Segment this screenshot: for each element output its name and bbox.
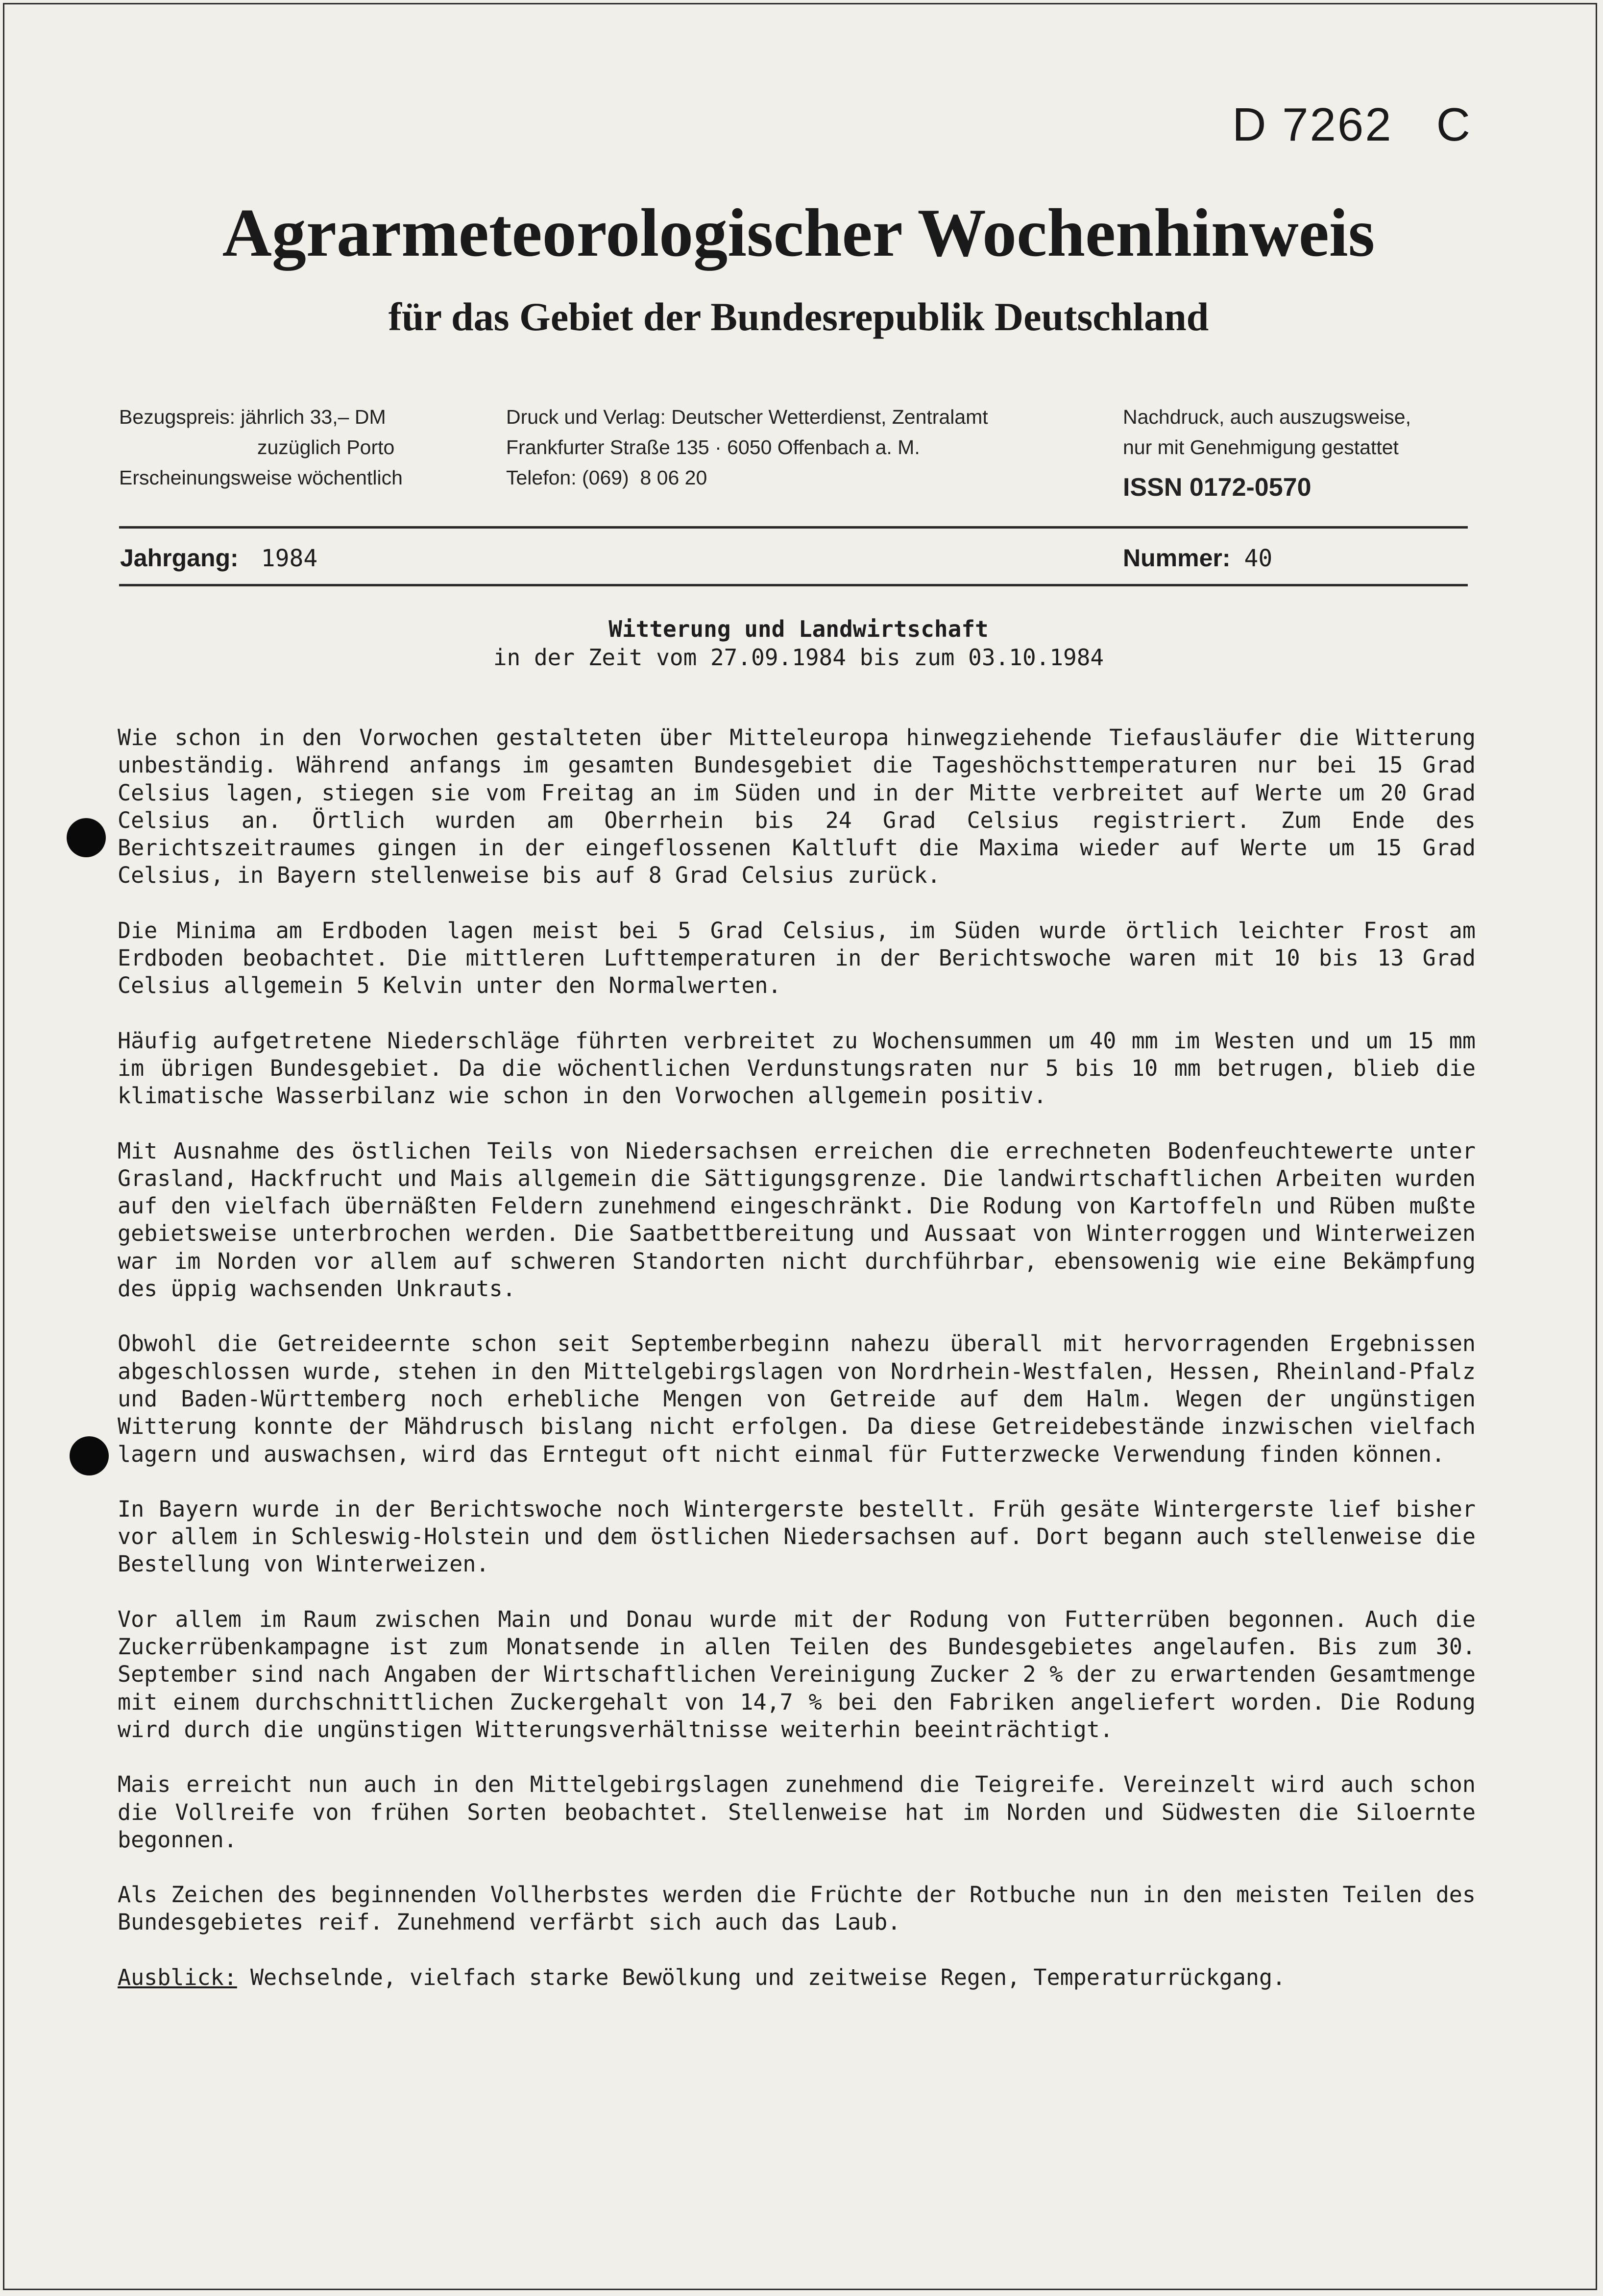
- issn-number: ISSN 0172-0570: [1123, 473, 1312, 502]
- year-label: Jahrgang:: [120, 544, 239, 572]
- paragraph-soil-moisture: Mit Ausnahme des östlichen Teils von Niedersachsen erreichen die errechneten Bodenfeuchtewerte unter Grasland, Hackfrucht und Mais allgemein die Sättigungsgrenze. Die landwirtschaftlichen Arbeiten wurden auf den vielfach übernäßten Feldern zunehmend eingeschränkt. Die Rodung von Kartoffeln und Rüben mußte gebietsweise unterbrochen werden. Die Saatbettbereitung und Aussaat von Winterroggen und Winterweizen war im Norden vor allem auf schweren Standorten nicht durchführbar, ebensowenig wie eine Bekämpfung des üppig wachsenden Unkrauts.: [118, 1137, 1476, 1302]
- issue-number-label: Nummer:: [1123, 544, 1231, 572]
- reprint-notice-1: Nachdruck, auch auszugsweise,: [1123, 406, 1411, 428]
- paragraph-autumn: Als Zeichen des beginnenden Vollherbstes werden die Früchte der Rotbuche nun in den meisten Teilen des Bundesgebietes reif. Zunehmend verfärbt sich auch das Laub.: [118, 1882, 1476, 1935]
- paragraph-winter-barley: In Bayern wurde in der Berichtswoche noch Wintergerste bestellt. Früh gesäte Wintergerste lief bisher vor allem in Schleswig-Holstein und dem östlichen Niedersachsen auf. Dort begann auch stellenweise die Bestellung von Winterweizen.: [118, 1496, 1476, 1577]
- subscription-postage: zuzüglich Porto: [257, 436, 395, 459]
- paragraph-beets: Vor allem im Raum zwischen Main und Donau wurde mit der Rodung von Futterrüben begonnen. Auch die Zuckerrübenkampagne ist zum Monatsende in allen Teilen des Bundesgebietes angelaufen. Bis zum 30. September sind nach Angaben der Wirtschaftlichen Vereinigung Zucker 2 % der zu erwartenden Gesamtmenge mit einem durchschnittlichen Zuckergehalt von 14,7 % bei den Fabriken angeliefert worden. Die Rodung wird durch die ungünstigen Witterungsverhältnisse weiterhin beeinträchtigt.: [118, 1606, 1476, 1742]
- year-field: [120, 544, 317, 572]
- subscription-info: [119, 402, 403, 493]
- issue-number-value: 40: [1244, 545, 1273, 572]
- publisher-name: Druck und Verlag: Deutscher Wetterdienst, Zentralamt: [506, 406, 988, 428]
- publisher-address: Frankfurter Straße 135 · 6050 Offenbach a. M.: [506, 436, 920, 459]
- section-period: in der Zeit vom 27.09.1984 bis zum 03.10.1984: [493, 644, 1104, 671]
- page-subtitle: für das Gebiet der Bundesrepublik Deutschland: [388, 294, 1209, 339]
- outlook: [118, 1964, 1476, 1991]
- reprint-notice-2: nur mit Genehmigung gestattet: [1123, 436, 1399, 459]
- report-body: [118, 724, 1476, 2019]
- outlook-text: Wechselnde, vielfach starke Bewölkung und zeitweise Regen, Temperaturrückgang.: [250, 1964, 1286, 1990]
- subscription-price: Bezugspreis: jährlich 33,– DM: [119, 406, 386, 428]
- publication-frequency: Erscheinungsweise wöchentlich: [119, 466, 403, 489]
- publisher-phone: Telefon: (069) 8 06 20: [506, 466, 707, 489]
- issue-number-field: [1123, 544, 1272, 572]
- divider-bottom: [119, 584, 1468, 586]
- paragraph-grain-harvest: Obwohl die Getreideernte schon seit Septemberbeginn nahezu überall mit hervorragenden Ergebnissen abgeschlossen wurde, stehen in den Mittelgebirgslagen von Nordrhein-Westfalen, Hessen, Rheinland-Pfalz und Baden-Württemberg noch erhebliche Mengen von Getreide auf dem Halm. Wegen der ungünstigen Witterung konnte der Mähdrusch bislang nicht erfolgen. Da diese Getreidebestände inzwischen vielfach lagern und auswachsen, wird das Erntegut oft nicht einmal für Futterzwecke Verwendung finden können.: [118, 1330, 1476, 1467]
- paragraph-precipitation: Häufig aufgetretene Niederschläge führten verbreitet zu Wochensummen um 40 mm im Westen und um 15 mm im übrigen Bundesgebiet. Da die wöchentlichen Verdunstungsraten nur 5 bis 10 mm betrugen, blieb die klimatische Wasserbilanz wie schon in den Vorwochen allgemein positiv.: [118, 1027, 1476, 1109]
- punch-hole-top: [67, 818, 106, 857]
- publisher-info: [506, 402, 988, 493]
- divider-top: [119, 526, 1468, 529]
- paragraph-maize: Mais erreicht nun auch in den Mittelgebirgslagen zunehmend die Teigreife. Vereinzelt wird auch schon die Vollreife von frühen Sorten beobachtet. Stellenweise hat im Norden und Südwesten die Siloernte begonnen.: [118, 1771, 1476, 1853]
- section-header: [122, 615, 1475, 672]
- page-title: Agrarmeteorologischer Wochenhinweis: [222, 195, 1375, 271]
- punch-hole-bottom: [70, 1436, 109, 1475]
- outlook-label: Ausblick:: [118, 1964, 237, 1990]
- document-code: D 7262 C: [1232, 98, 1472, 151]
- section-heading: Witterung und Landwirtschaft: [608, 616, 989, 642]
- paragraph-temperatures: Wie schon in den Vorwochen gestalteten über Mitteleuropa hinwegziehende Tiefausläufer die Witterung unbeständig. Während anfangs im gesamten Bundesgebiet die Tageshöchsttemperaturen nur bei 15 Grad Celsius lagen, stiegen sie vom Freitag an im Süden und in der Mitte verbreitet auf Werte um 20 Grad Celsius an. Örtlich wurden am Oberrhein bis 24 Grad Celsius registriert. Zum Ende des Berichtszeitraumes gingen in der eingeflossenen Kaltluft die Maxima wieder auf Werte um 15 Grad Celsius, in Bayern stellenweise bis auf 8 Grad Celsius zurück.: [118, 725, 1476, 889]
- year-value: 1984: [261, 545, 318, 572]
- paragraph-minima: Die Minima am Erdboden lagen meist bei 5 Grad Celsius, im Süden wurde örtlich leichter Frost am Erdboden beobachtet. Die mittleren Lufttemperaturen in der Berichtswoche waren mit 10 bis 13 Grad Celsius allgemein 5 Kelvin unter den Normalwerten.: [118, 917, 1476, 999]
- reprint-info: [1123, 402, 1411, 503]
